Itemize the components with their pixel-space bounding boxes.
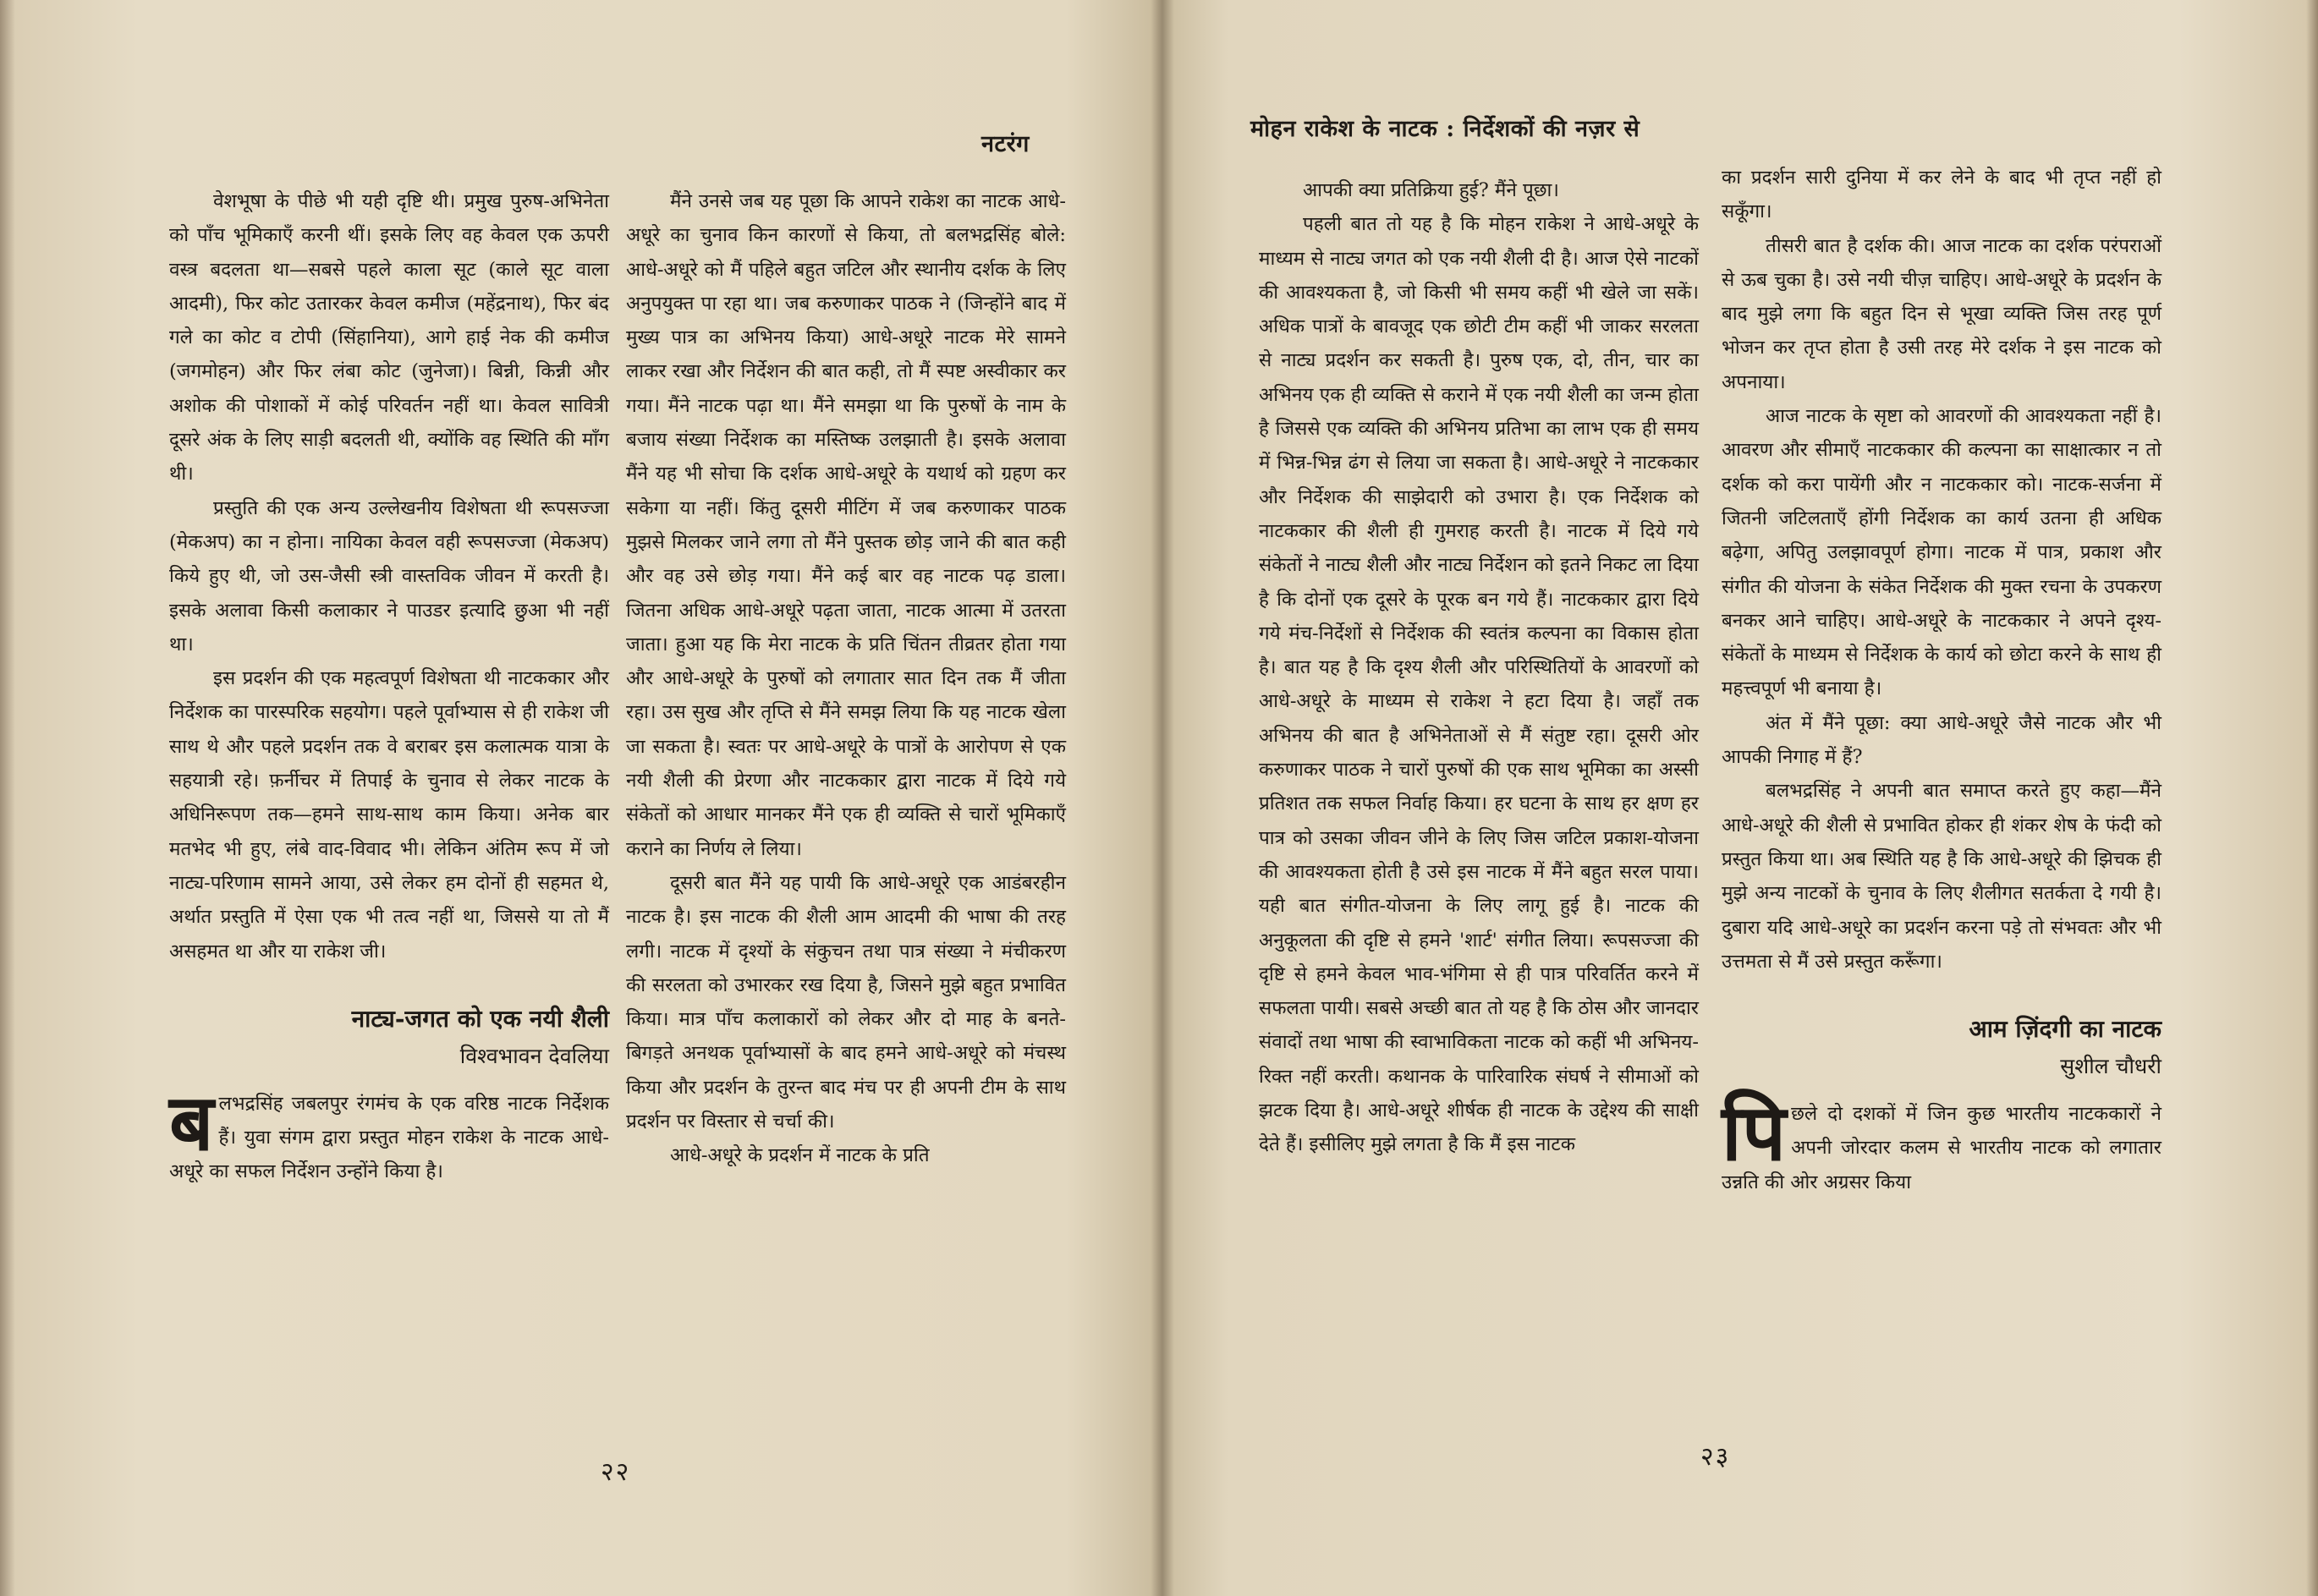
paragraph: का प्रदर्शन सारी दुनिया में कर लेने के बाद भी तृप्त नहीं हो सकूँगा।	[1722, 167, 2161, 223]
paragraph: आपकी क्या प्रतिक्रिया हुई? मैंने पूछा।	[1303, 179, 1559, 201]
right-page-column-2	[1722, 161, 2161, 1199]
byline: सुशील चौधरी	[2060, 1054, 2161, 1079]
paragraph-text: लभद्रसिंह जबलपुर रंगमंच के एक वरिष्ठ नाटक निर्देशक हैं। युवा संगम द्वारा प्रस्तुत मोहन राकेश के नाटक आधे-अधूरे का सफल निर्देशन उन्होंने किया है।	[169, 1092, 609, 1183]
left-page-column-2	[626, 184, 1066, 1173]
paragraph: मैंने उनसे जब यह पूछा कि आपने राकेश का नाटक आधे-अधूरे का चुनाव किन कारणों से किया, तो बलभद्रसिंह बोले: आधे-अधूरे को मैं पहिले बहुत जटिल और स्थानीय दर्शक के लिए अनुपयुक्त पा रहा था। जब करुणाकर पाठक ने (जिन्होंने बाद में मुख्य पात्र का अभिनय किया) आधे-अधूरे नाटक मेरे सामने लाकर रखा और निर्देशन की बात कही, तो मैं स्पष्ट अस्वीकार कर गया। मैंने नाटक पढ़ा था। मैंने समझा था कि पुरुषों के नाम के बजाय संख्या निर्देशक का मस्तिष्क उलझाती है। इसके अलावा मैंने यह भी सोचा कि दर्शक आधे-अधूरे के यथार्थ को ग्रहण कर सकेगा या नहीं। किंतु दूसरी मीटिंग में जब करुणाकर पाठक मुझसे मिलकर जाने लगा तो मैंने पुस्तक छोड़ जाने की बात कही और वह उसे छोड़ गया। मैंने कई बार वह नाटक पढ़ डाला। जितना अधिक आधे-अधूरे पढ़ता जाता, नाटक आत्मा में उतरता जाता। हुआ यह कि मेरा नाटक के प्रति चिंतन तीव्रतर होता गया और आधे-अधूरे के पुरुषों को लगातार सात दिन तक मैं जीता रहा। उस सुख और तृप्ति से मैंने समझ लिया कि यह नाटक खेला जा सकता है। स्वतः पर आधे-अधूरे के पात्रों के आरोपण से एक नयी शैली की प्रेरणा और नाटककार द्वारा नाटक में दिये गये संकेतों को आधार मानकर मैंने एक ही व्यक्ति से चारों भूमिकाएँ कराने का निर्णय ले लिया।	[626, 190, 1066, 860]
left-page-number: २२	[601, 1457, 631, 1487]
right-page-edge	[2306, 0, 2318, 1596]
paragraph: आज नाटक के सृष्टा को आवरणों की आवश्यकता नहीं है। आवरण और सीमाएँ नाटककार की कल्पना का साक्षात्कार न तो दर्शक को करा पायेंगी और न नाटककार को। नाटक-सर्जना में जितनी जटिलताएँ होंगी निर्देशक का कार्य उतना ही अधिक बढ़ेगा, अपितु उलझावपूर्ण होगा। नाटक में पात्र, प्रकाश और संगीत की योजना के संकेत निर्देशक की मुक्त रचना के उपकरण बनकर आने चाहिए। आधे-अधूरे के नाटककार ने अपने दृश्य-संकेतों के माध्यम से निर्देशक के कार्य को छोटा करने के साथ ही महत्त्वपूर्ण भी बनाया है।	[1722, 405, 2161, 700]
right-running-head: मोहन राकेश के नाटक : निर्देशकों की नज़र से	[1250, 116, 1640, 142]
paragraph: बलभद्रसिंह ने अपनी बात समाप्त करते हुए कहा—मैंने आधे-अधूरे की शैली से प्रभावित होकर ही शंकर शेष के फंदी को प्रस्तुत किया था। अब स्थिति यह है कि आधे-अधूरे की झिचक ही मुझे अन्य नाटकों के चुनाव के लिए शैलीगत सतर्कता दे गयी है। दुबारा यदि आधे-अधूरे का प्रदर्शन करना पड़े तो संभवतः और भी उत्तमता से मैं उसे प्रस्तुत करूँगा।	[1722, 780, 2161, 973]
drop-cap: ब	[169, 1076, 214, 1168]
paragraph: वेशभूषा के पीछे भी यही दृष्टि थी। प्रमुख पुरुष-अभिनेता को पाँच भूमिकाएँ करनी थीं। इसके लिए वह केवल एक ऊपरी वस्त्र बदलता था—सबसे पहले काला सूट (काले सूट वाला आदमी), फिर कोट उतारकर केवल कमीज (महेंद्रनाथ), फिर बंद गले का कोट व टोपी (सिंहानिया), आगे हाई नेक की कमीज (जगमोहन) और फिर लंबा कोट (जुनेजा)। बिन्नी, किन्नी और अशोक की पोशाकों में कोई परिवर्तन नहीं था। केवल सावित्री दूसरे अंक के लिए साड़ी बदलती थी, क्योंकि वह स्थिति की माँग थी।	[169, 190, 609, 485]
paragraph: तीसरी बात है दर्शक की। आज नाटक का दर्शक परंपराओं से ऊब चुका है। उसे नयी चीज़ चाहिए। आधे-अधूरे के प्रदर्शन के बाद मुझे लगा कि बहुत दिन से भूखा व्यक्ति जिस तरह पूर्ण भोजन कर तृप्त होता है उसी तरह मेरे दर्शक ने इस नाटक को अपनाया।	[1722, 234, 2161, 393]
book-gutter	[1151, 0, 1174, 1596]
section-title: आम ज़िंदगी का नाटक	[1969, 1015, 2161, 1044]
left-page-edge	[0, 0, 15, 1596]
paragraph-text: छले दो दशकों में जिन कुछ भारतीय नाटककारों ने अपनी जोरदार कलम से भारतीय नाटक को लगातार उन्नति की ओर अग्रसर किया	[1722, 1103, 2161, 1193]
paragraph: दूसरी बात मैंने यह पायी कि आधे-अधूरे एक आडंबरहीन नाटक है। इस नाटक की शैली आम आदमी की भाषा की तरह लगी। नाटक में दृश्यों के संकुचन तथा पात्र संख्या ने मंचीकरण की सरलता को उभारकर रख दिया है, जिसने मुझे बहुत प्रभावित किया। मात्र पाँच कलाकारों को लेकर और दो माह के बनते-बिगड़ते अनथक पूर्वाभ्यासों के बाद हमने आधे-अधूरे को मंचस्थ किया और प्रदर्शन के तुरन्त बाद मंच पर ही अपनी टीम के साथ प्रदर्शन पर विस्तार से चर्चा की।	[626, 871, 1066, 1133]
left-running-head: नटरंग	[981, 131, 1030, 157]
drop-cap: पि	[1722, 1087, 1787, 1179]
dropcap-paragraph	[169, 1076, 609, 1189]
paragraph: इस प्रदर्शन की एक महत्वपूर्ण विशेषता थी नाटककार और निर्देशक का पारस्परिक सहयोग। पहले पूर्वाभ्यास से ही राकेश जी साथ थे और पहले प्रदर्शन तक वे बराबर इस कलात्मक यात्रा के सहयात्री रहे। फ़र्नीचर में तिपाई के चुनाव से लेकर नाटक के अधिनिरूपण तक—हमने साथ-साथ काम किया। अनेक बार मतभेद भी हुए, लंबे वाद-विवाद भी। लेकिन अंतिम रूप में जो नाट्य-परिणाम सामने आया, उसे लेकर हम दोनों ही सहमत थे, अर्थात प्रस्तुति में ऐसा एक भी तत्व नहीं था, जिससे या तो मैं असहमत था और या राकेश जी।	[169, 667, 609, 963]
section-title: नाट्य-जगत को एक नयी शैली	[351, 1004, 609, 1033]
paragraph: अंत में मैंने पूछा: क्या आधे-अधूरे जैसे नाटक और भी आपकी निगाह में हैं?	[1722, 711, 2161, 769]
paragraph: प्रस्तुति की एक अन्य उल्लेखनीय विशेषता थी रूपसज्जा (मेकअप) का न होना। नायिका केवल वही रूपसज्जा (मेकअप) किये हुए थी, जो उस-जैसी स्त्री वास्तविक जीवन में करती है। इसके अलावा किसी कलाकार ने पाउडर इत्यादि छुआ भी नहीं था।	[169, 496, 609, 655]
paragraph: पहली बात तो यह है कि मोहन राकेश ने आधे-अधूरे के माध्यम से नाट्य जगत को एक नयी शैली दी है। आज ऐसे नाटकों की आवश्यकता है, जो किसी भी समय कहीं भी खेले जा सकें। अधिक पात्रों के बावजूद एक छोटी टीम कहीं भी जाकर सरलता से नाट्य प्रदर्शन कर सकती है। पुरुष एक, दो, तीन, चार का अभिनय एक ही व्यक्ति से कराने में एक नयी शैली का जन्म होता है जिससे एक व्यक्ति की अभिनय प्रतिभा का लाभ एक ही समय में भिन्न-भिन्न ढंग से लिया जा सकता है। आधे-अधूरे ने नाटककार और निर्देशक की साझेदारी को उभारा है। एक निर्देशक को नाटककार की शैली ही गुमराह करती है। नाटक में दिये गये संकेतों ने नाट्य शैली और नाट्य निर्देशन को इतने निकट ला दिया है कि दोनों एक दूसरे के पूरक बन गये हैं। नाटककार द्वारा दिये गये मंच-निर्देशों से निर्देशक की स्वतंत्र कल्पना का विकास होता है। बात यह है कि दृश्य शैली और परिस्थितियों के आवरणों को आधे-अधूरे के माध्यम से राकेश ने हटा दिया है। जहाँ तक अभिनय की बात है अभिनेताओं से मैं संतुष्ट रहा। दूसरी ओर करुणाकर पाठक ने चारों पुरुषों की एक साथ भूमिका का अस्सी प्रतिशत तक सफल निर्वाह किया। हर घटना के साथ हर क्षण हर पात्र को उसका जीवन जीने के लिए जिस जटिल प्रकाश-योजना की आवश्यकता होती है उसे इस नाटक में मैंने बहुत सरल पाया। यही बात संगीत-योजना के लिए लागू हुई है। नाटक की अनुकूलता की दृष्टि से हमने 'शार्ट' संगीत लिया। रूपसज्जा की दृष्टि से हमने केवल भाव-भंगिमा से ही पात्र परिवर्तित करने में सफलता पायी। सबसे अच्छी बात तो यह है कि ठोस और जानदार संवादों तथा भाषा की स्वाभाविकता नाटक को कहीं भी अभिनय-रिक्त नहीं करती। कथानक के पारिवारिक संघर्ष ने सीमाओं को झटक दिया है। आधे-अधूरे शीर्षक ही नाटक के उद्देश्य की साक्षी देते हैं। इसीलिए मुझे लगता है कि मैं इस नाटक	[1259, 213, 1700, 1156]
right-page-number: २३	[1700, 1442, 1731, 1472]
byline: विश्वभावन देवलिया	[459, 1043, 609, 1068]
right-page-column-1	[1259, 173, 1699, 1162]
left-page-column-1	[169, 184, 609, 1189]
paragraph: आधे-अधूरे के प्रदर्शन में नाटक के प्रति	[670, 1144, 930, 1167]
dropcap-paragraph	[1722, 1087, 2161, 1199]
